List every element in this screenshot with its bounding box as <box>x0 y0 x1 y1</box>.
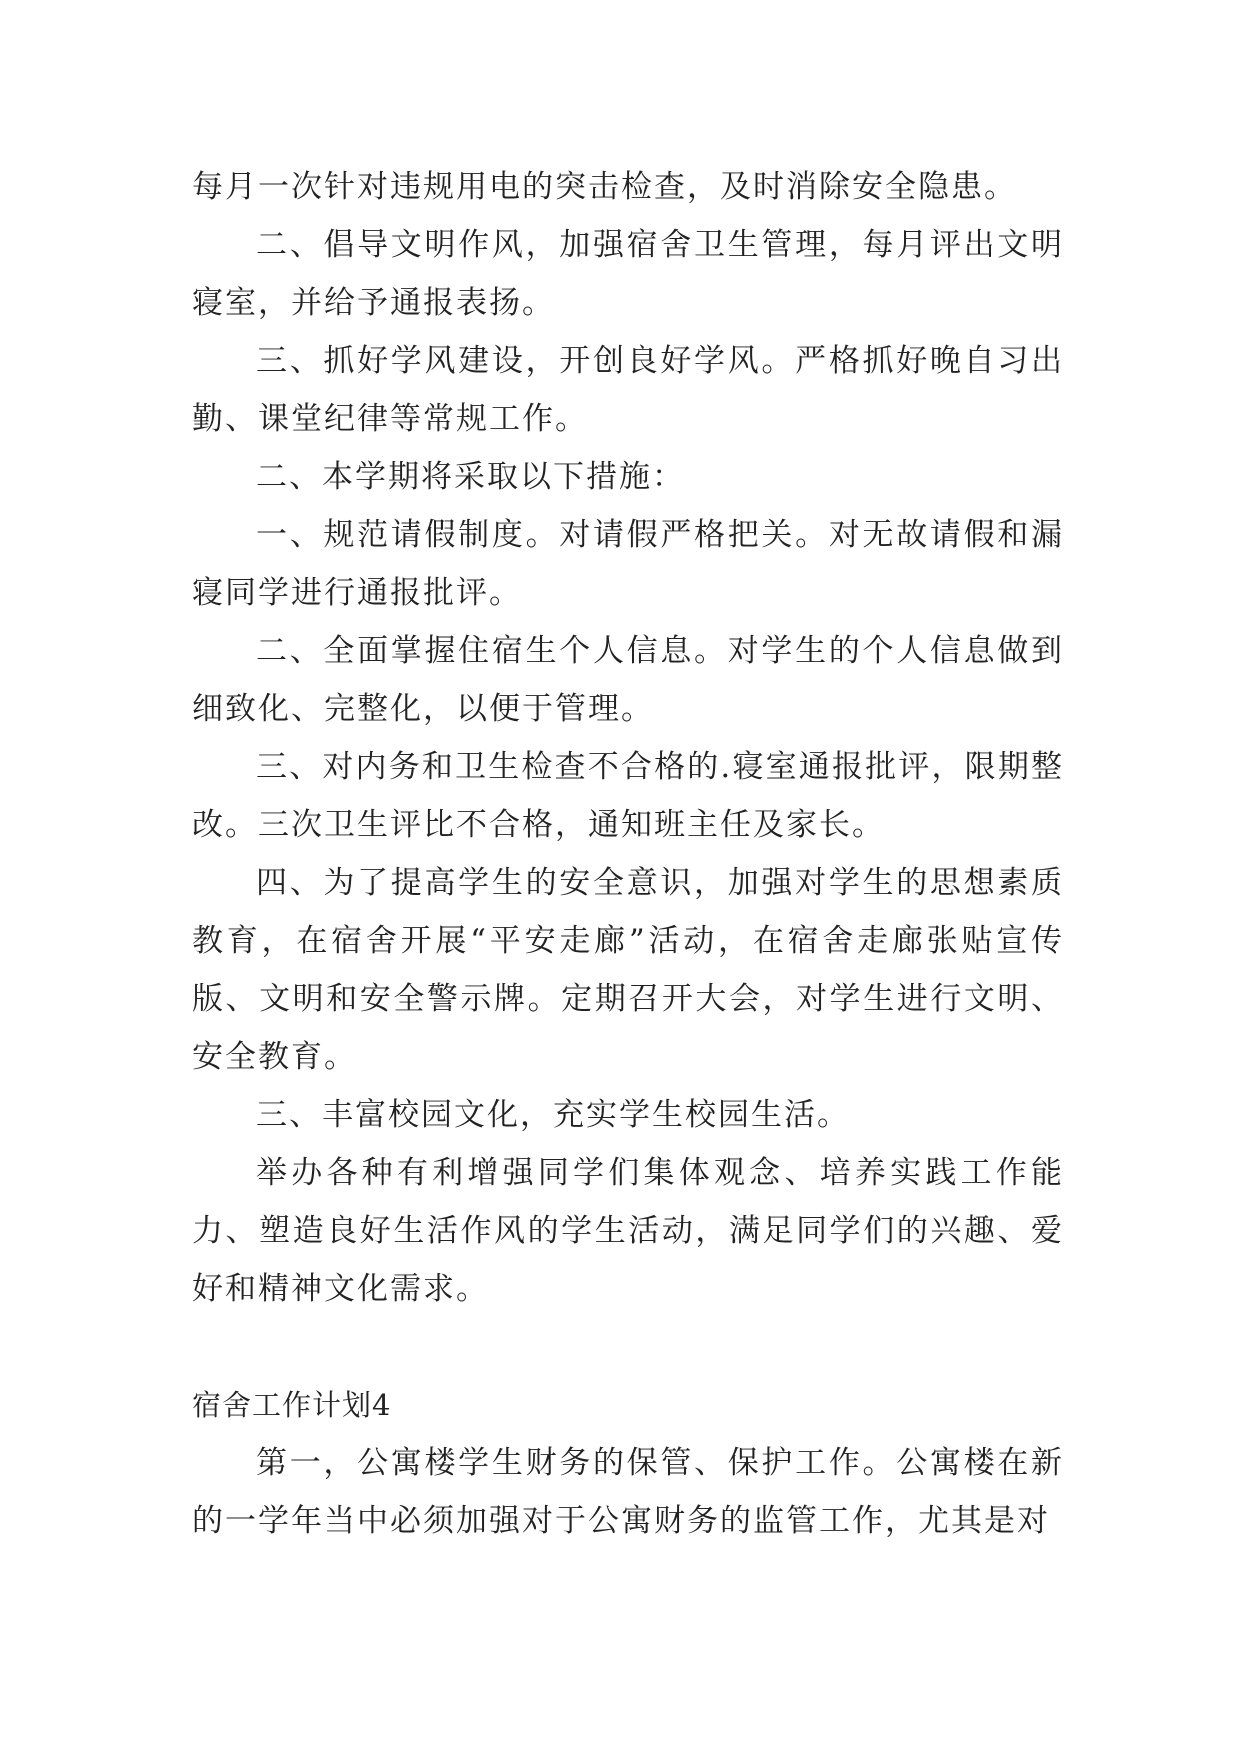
paragraph: 第一，公寓楼学生财务的保管、保护工作。公寓楼在新的一学年当中必须加强对于公寓财务的监管工作，尤其是对 <box>192 1445 1064 1539</box>
section-heading: 宿舍工作计划4 <box>192 1388 392 1422</box>
paragraph: 三、抓好学风建设，开创良好学风。严格抓好晚自习出勤、课堂纪律等常规工作。 <box>192 343 1064 437</box>
paragraph: 三、对内务和卫生检查不合格的.寝室通报批评，限期整改。三次卫生评比不合格，通知班主任及家长。 <box>192 749 1064 843</box>
paragraph: 二、全面掌握住宿生个人信息。对学生的个人信息做到细致化、完整化，以便于管理。 <box>192 633 1064 727</box>
paragraph: 二、本学期将采取以下措施： <box>256 459 685 495</box>
paragraph: 三、丰富校园文化，充实学生校园生活。 <box>256 1097 850 1133</box>
paragraph: 每月一次针对违规用电的突击检查，及时消除安全隐患。 <box>192 169 1017 205</box>
paragraph: 一、规范请假制度。对请假严格把关。对无故请假和漏寝同学进行通报批评。 <box>192 517 1064 611</box>
paragraph: 举办各种有利增强同学们集体观念、培养实践工作能力、塑造良好生活作风的学生活动，满足同学们的兴趣、爱好和精神文化需求。 <box>192 1155 1064 1307</box>
paragraph: 二、倡导文明作风，加强宿舍卫生管理，每月评出文明寝室，并给予通报表扬。 <box>192 227 1064 321</box>
paragraph: 四、为了提高学生的安全意识，加强对学生的思想素质教育，在宿舍开展“平安走廊”活动，在宿舍走廊张贴宣传版、文明和安全警示牌。定期召开大会，对学生进行文明、安全教育。 <box>192 865 1064 1075</box>
document-body <box>192 158 1064 1550</box>
